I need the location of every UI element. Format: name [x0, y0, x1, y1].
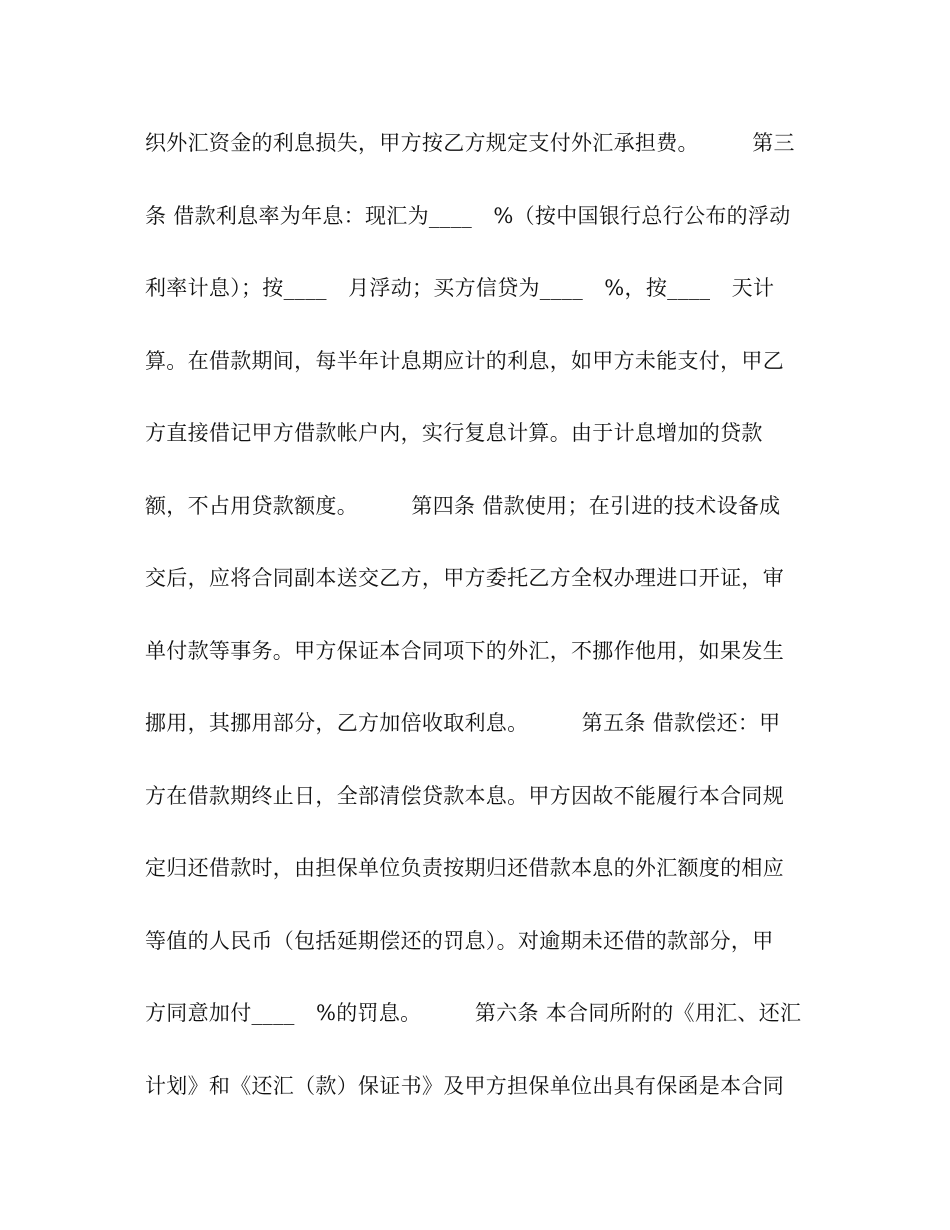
contract-text-body [145, 118, 825, 1133]
text-line: 定归还借款时，由担保单位负责按期归还借款本息的外汇额度的相应 [145, 856, 784, 880]
text-line: 单付款等事务。甲方保证本合同项下的外汇，不挪作他用，如果发生 [145, 638, 784, 663]
text-line: 等值的人民币（包括延期偿还的罚息）。对逾期未还借的款部分，甲 [145, 928, 774, 953]
text-line: 方同意加付____ %的罚息。 第六条 本合同所附的《用汇、还汇 [145, 1001, 802, 1025]
text-line: 条 借款利息率为年息：现汇为____ %（按中国银行总行公布的浮动 [145, 203, 791, 228]
text-line: 方在借款期终止日，全部清偿贷款本息。甲方因故不能履行本合同规 [145, 783, 784, 808]
text-line: 方直接借记甲方借款帐户内，实行复息计算。由于计息增加的贷款 [145, 421, 763, 445]
text-line: 利率计息）；按____ 月浮动；买方信贷为____ %，按____ 天计 [145, 276, 775, 300]
text-line: 挪用，其挪用部分，乙方加倍收取利息。 第五条 借款偿还：甲 [145, 711, 781, 735]
text-line: 额，不占用贷款额度。 第四条 借款使用；在引进的技术设备成 [145, 493, 781, 518]
text-line: 计划》和《还汇（款）保证书》及甲方担保单位出具有保函是本合同 [145, 1073, 784, 1098]
text-line: 交后，应将合同副本送交乙方，甲方委托乙方全权办理进口开证，审 [145, 566, 784, 590]
text-line: 织外汇资金的利息损失，甲方按乙方规定支付外汇承担费。 第三 [145, 131, 795, 155]
text-line: 算。在借款期间，每半年计息期应计的利息，如甲方未能支付，甲乙 [145, 348, 784, 373]
